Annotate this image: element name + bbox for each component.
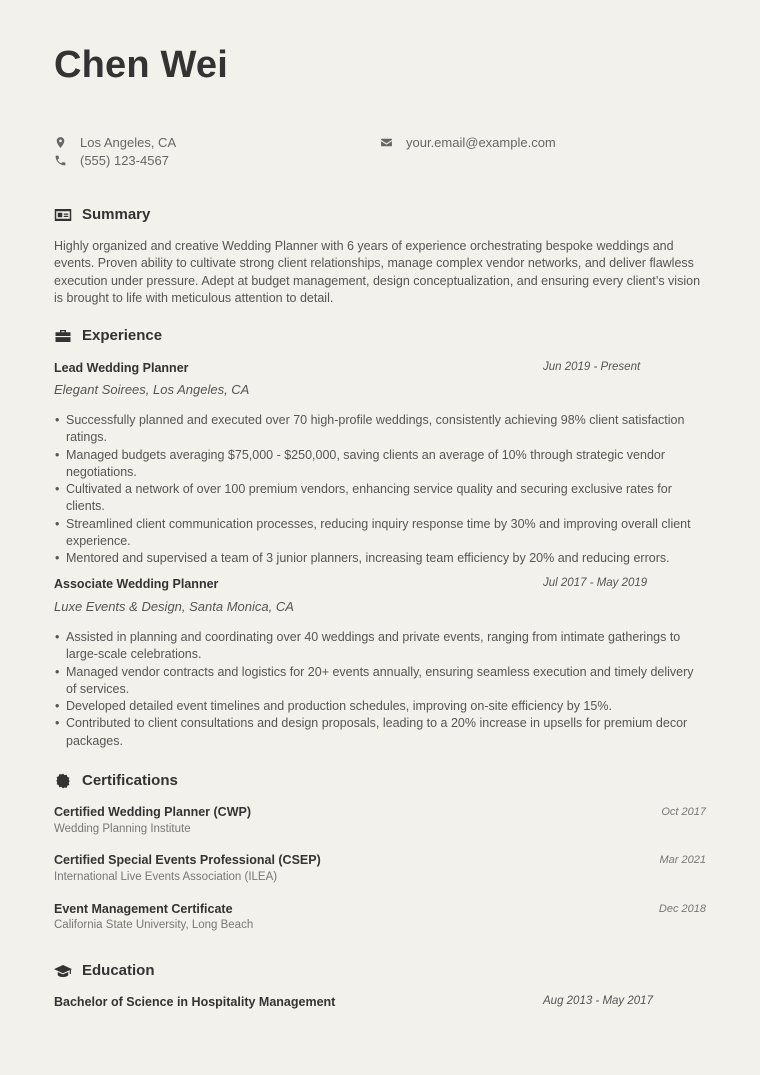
- list-item: • Managed budgets averaging $75,000 - $250,000, saving clients an average of 10% through strategic vendor negotiations.: [54, 447, 706, 482]
- cert-date: Dec 2018: [658, 903, 706, 915]
- cert-title: Certified Wedding Planner (CWP): [54, 805, 251, 819]
- list-item: • Successfully planned and executed over 70 high-profile weddings, consistently achieving 98% client satisfaction ratings.: [54, 412, 706, 447]
- job-company: Luxe Events & Design, Santa Monica, CA: [54, 599, 294, 614]
- job-title: Lead Wedding Planner: [54, 361, 189, 375]
- list-item: • Streamlined client communication processes, reducing inquiry response time by 30% and improving overall client experience.: [54, 516, 706, 551]
- list-item: • Assisted in planning and coordinating over 40 weddings and private events, ranging from intimate gatherings to large-scale celebrations.: [54, 629, 706, 664]
- summary-heading: Summary: [54, 206, 150, 223]
- list-item: • Developed detailed event timelines and production schedules, improving on-site efficiency by 15%.: [54, 698, 706, 715]
- job-bullets: [54, 412, 706, 568]
- cert-issuer: International Live Events Association (ILEA): [54, 871, 278, 883]
- certifications-heading: Certifications: [54, 772, 178, 789]
- job-dates: Jun 2019 - Present: [543, 361, 641, 373]
- cert-title: Event Management Certificate: [54, 902, 233, 916]
- job-bullets: [54, 629, 706, 750]
- job-company: Elegant Soirees, Los Angeles, CA: [54, 382, 250, 397]
- cert-date: Mar 2021: [659, 854, 706, 866]
- contact-location: [54, 135, 176, 150]
- graduation-cap-icon: [54, 963, 72, 979]
- contact-email[interactable]: [380, 135, 556, 150]
- cert-date: Oct 2017: [661, 806, 706, 818]
- contact-phone: [54, 153, 169, 168]
- cert-issuer: California State University, Long Beach: [54, 919, 254, 931]
- summary-text: Highly organized and creative Wedding Planner with 6 years of experience orchestrating bespoke weddings and events. Proven ability to cultivate strong client relationships, manage complex vendor networks, and deliver flawless execution under pressure. Adept at budget management, design conceptualization, and ensuring every client’s vision is brought to life with meticulous attention to detail.: [54, 239, 701, 306]
- education-heading: Education: [54, 962, 155, 979]
- list-item: • Contributed to client consultations and design proposals, leading to a 20% increase in upsells for premium decor packages.: [54, 715, 706, 750]
- experience-heading: Experience: [54, 327, 162, 344]
- email-text[interactable]: your.email@example.com: [406, 135, 556, 150]
- candidate-name: Chen Wei: [54, 44, 229, 86]
- job-title: Associate Wedding Planner: [54, 577, 219, 591]
- cert-title: Certified Special Events Professional (CSEP): [54, 853, 321, 867]
- education-dates: Aug 2013 - May 2017: [543, 995, 653, 1007]
- location-text: Los Angeles, CA: [80, 135, 177, 150]
- phone-icon: [54, 154, 67, 167]
- list-item: • Cultivated a network of over 100 premium vendors, enhancing service quality and securing exclusive rates for clients.: [54, 481, 706, 516]
- id-card-icon: [54, 207, 72, 223]
- list-item: • Managed vendor contracts and logistics for 20+ events annually, ensuring seamless execution and timely delivery of services.: [54, 664, 706, 699]
- envelope-icon: [380, 136, 393, 149]
- degree-title: Bachelor of Science in Hospitality Management: [54, 995, 336, 1009]
- cert-issuer: Wedding Planning Institute: [54, 823, 191, 835]
- map-pin-icon: [54, 136, 67, 149]
- briefcase-icon: [54, 328, 72, 344]
- job-dates: Jul 2017 - May 2019: [543, 577, 648, 589]
- badge-icon: [54, 773, 72, 789]
- list-item: • Mentored and supervised a team of 3 junior planners, increasing team efficiency by 20% and reducing errors.: [54, 550, 706, 567]
- phone-text: (555) 123-4567: [80, 153, 169, 168]
